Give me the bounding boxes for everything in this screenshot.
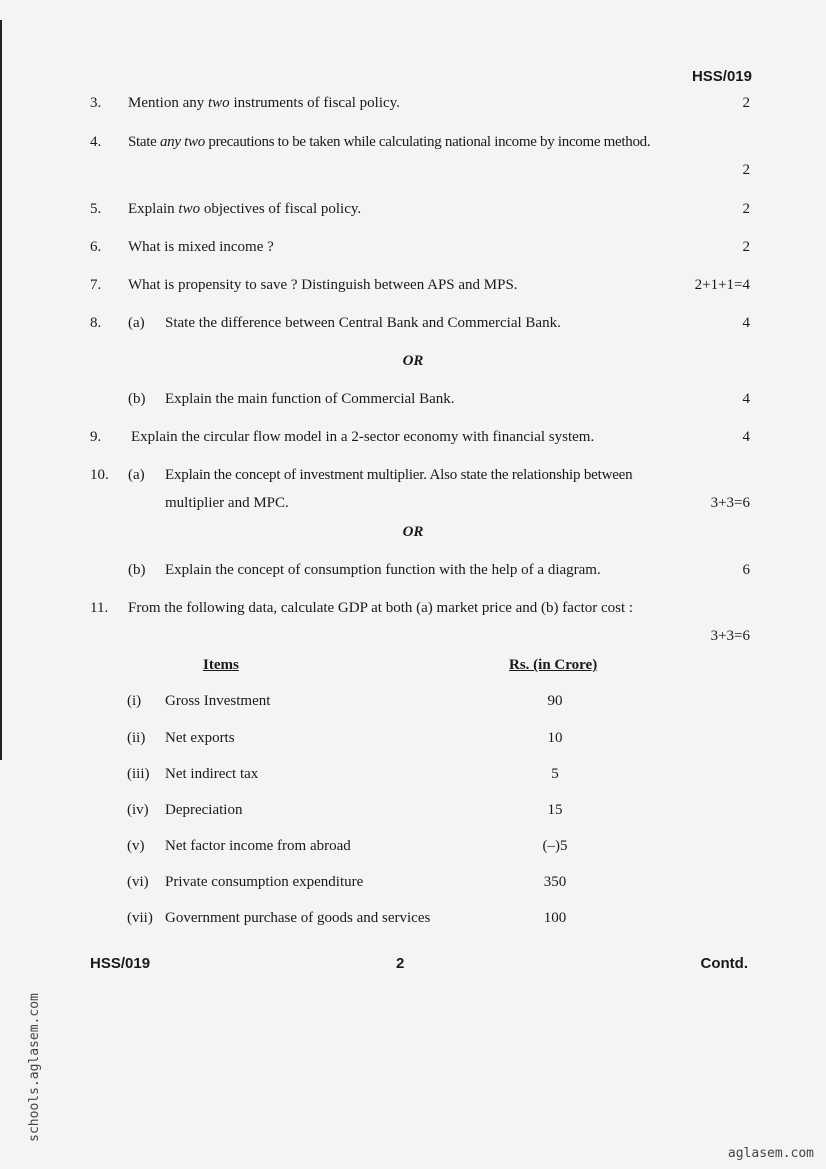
row-item: Depreciation <box>165 802 243 818</box>
question-text: Explain two objectives of fiscal policy. <box>128 201 362 217</box>
question-marks: 4 <box>742 315 750 331</box>
question-text: What is mixed income ? <box>128 239 274 255</box>
question-number: 7. <box>90 277 102 293</box>
option-text: Explain the concept of investment multiplier. Also state the relationship between <box>165 467 633 483</box>
table-header-value: Rs. (in Crore) <box>509 657 598 673</box>
question-marks: 2 <box>742 162 750 178</box>
row-item: Private consumption expenditure <box>165 874 364 890</box>
question-number: 10. <box>90 467 109 483</box>
question-number: 11. <box>90 600 109 616</box>
row-value: 10 <box>547 730 563 746</box>
option-text: State the difference between Central Bank and Commercial Bank. <box>165 315 561 331</box>
or-separator: OR <box>402 524 424 540</box>
option-text-cont: multiplier and MPC. <box>165 495 289 511</box>
option-label: (a) <box>128 467 145 483</box>
row-item: Gross Investment <box>165 693 271 709</box>
row-label: (v) <box>127 838 145 854</box>
question-text: State any two precautions to be taken while calculating national income by income method. <box>128 134 651 150</box>
option-label: (b) <box>128 391 146 407</box>
row-label: (vii) <box>127 910 153 926</box>
question-marks: 2 <box>742 201 750 217</box>
row-label: (vi) <box>127 874 149 890</box>
question-marks: 2 <box>742 95 750 111</box>
row-value: 90 <box>547 693 563 709</box>
option-label: (b) <box>128 562 146 578</box>
question-marks: 6 <box>742 562 750 578</box>
question-number: 5. <box>90 201 102 217</box>
table-header-items: Items <box>203 657 239 673</box>
header-code: HSS/019 <box>691 68 752 85</box>
question-number: 4. <box>90 134 102 150</box>
or-separator: OR <box>402 353 424 369</box>
question-number: 3. <box>90 95 102 111</box>
row-item: Net factor income from abroad <box>165 838 351 854</box>
row-value: 100 <box>543 910 567 926</box>
question-marks: 3+3=6 <box>710 495 750 511</box>
row-item: Government purchase of goods and services <box>165 910 431 926</box>
page-number: 2 <box>396 955 405 972</box>
row-label: (ii) <box>127 730 146 746</box>
scan-edge <box>0 20 2 760</box>
bottom-watermark: aglasem.com <box>727 1146 814 1161</box>
row-value: (–)5 <box>542 838 568 854</box>
question-number: 9. <box>90 429 102 445</box>
question-marks: 3+3=6 <box>710 628 750 644</box>
question-marks: 4 <box>742 429 750 445</box>
row-label: (iv) <box>127 802 149 818</box>
option-text: Explain the main function of Commercial Bank. <box>165 391 455 407</box>
row-value: 5 <box>551 766 559 782</box>
question-text: Mention any two instruments of fiscal policy. <box>128 95 400 111</box>
question-text: Explain the circular flow model in a 2-sector economy with financial system. <box>131 429 595 445</box>
question-text: From the following data, calculate GDP at both (a) market price and (b) factor cost : <box>128 600 634 616</box>
side-watermark: schools.aglasem.com <box>26 993 42 1142</box>
question-number: 6. <box>90 239 102 255</box>
option-text: Explain the concept of consumption function with the help of a diagram. <box>165 562 601 578</box>
row-label: (i) <box>127 693 142 709</box>
question-marks: 4 <box>742 391 750 407</box>
question-text: What is propensity to save ? Distinguish between APS and MPS. <box>128 277 518 293</box>
row-item: Net indirect tax <box>165 766 259 782</box>
row-label: (iii) <box>127 766 150 782</box>
question-marks: 2 <box>742 239 750 255</box>
question-number: 8. <box>90 315 102 331</box>
footer-code: HSS/019 <box>90 955 151 972</box>
question-marks: 2+1+1=4 <box>694 277 750 293</box>
row-value: 15 <box>547 802 563 818</box>
contd-label: Contd. <box>700 955 748 972</box>
row-value: 350 <box>543 874 567 890</box>
row-item: Net exports <box>165 730 235 746</box>
option-label: (a) <box>128 315 145 331</box>
